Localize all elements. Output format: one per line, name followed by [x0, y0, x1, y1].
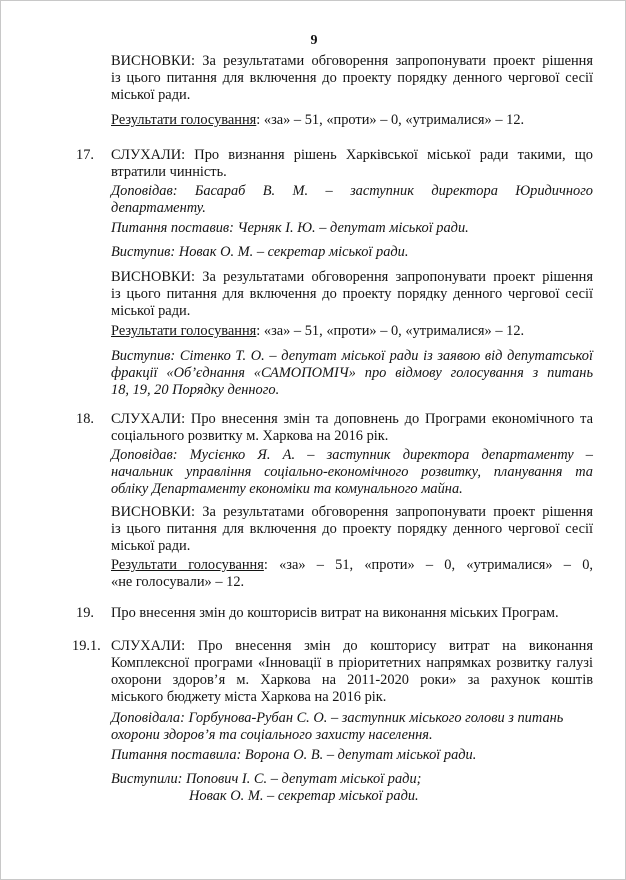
text-line: міського бюджету міста Харкова на 2016 рік.	[111, 689, 387, 705]
voting-result: : «за» – 51, «проти» – 0, «утрималися» – 12.	[256, 323, 525, 339]
text-line: із цього питання для включення до проекту порядку денного чергової сесії	[111, 286, 593, 302]
text-line: Доповідав: Басараб В. М. – заступник директора Юридичного	[111, 183, 593, 199]
text-line: Новак О. М. – секретар міської ради.	[189, 788, 419, 804]
item191-speaker	[111, 710, 593, 744]
item17-speaker	[111, 183, 593, 217]
text-line: міської ради.	[111, 303, 191, 319]
voting-label: Результати голосування	[111, 323, 257, 339]
text-line: Доповідала: Горбунова-Рубан С. О. – заступник міського голови з питань	[111, 710, 564, 726]
item19-title: Про внесення змін до кошторисів витрат на виконання міських Програм.	[111, 605, 559, 621]
text-line: міської ради.	[111, 538, 191, 554]
text-line: Доповідав: Мусієнко Я. А. – заступник директора департаменту –	[111, 447, 593, 463]
text-line: начальник управління соціально-економічного розвитку, планування та	[111, 464, 593, 480]
page-number: 9	[310, 33, 318, 48]
voting-result: : «за» – 51, «проти» – 0, «утрималися» – 12.	[256, 112, 525, 128]
text-line: 18, 19, 20 Порядку денного.	[111, 382, 280, 398]
text-line: Комплексної програми «Інновації в пріоритетних напрямках розвитку галузі	[111, 655, 593, 671]
item191-heard	[111, 638, 593, 706]
text-line: ВИСНОВКИ: За результатами обговорення запропонувати проект рішення	[111, 504, 593, 520]
item-number: 17.	[76, 147, 94, 163]
text-line: ВИСНОВКИ: За результатами обговорення запропонувати проект рішення	[111, 269, 593, 285]
item18-voting	[111, 557, 593, 591]
text-line: охорони здоров’я м. Харкова на 2011-2020 роки» за рахунок коштів	[111, 672, 593, 688]
item191-asked: Питання поставила: Ворона О. В. – депутат міської ради.	[111, 747, 477, 763]
text-line: департаменту.	[111, 200, 206, 216]
text-line: із цього питання для включення до проекту порядку денного чергової сесії	[111, 521, 593, 537]
item17-heard	[111, 147, 593, 181]
top-voting	[111, 112, 593, 129]
voting-label: Результати голосування	[111, 557, 264, 573]
item17-spoke: Виступив: Новак О. М. – секретар міської ради.	[111, 244, 409, 260]
item18-conclusion	[111, 504, 593, 555]
text-line: Виступили: Попович І. С. – депутат міської ради;	[111, 771, 422, 787]
text-line: міської ради.	[111, 87, 191, 103]
text-line: ВИСНОВКИ: За результатами обговорення запропонувати проект рішення	[111, 53, 593, 69]
voting-result-continued: «не голосували» – 12.	[111, 574, 245, 590]
text-line: втратили чинність.	[111, 164, 227, 180]
text-line: СЛУХАЛИ: Про внесення змін та доповнень до Програми економічного та	[111, 411, 593, 427]
item-number: 18.	[76, 411, 94, 427]
item17-conclusion	[111, 269, 593, 320]
item-number: 19.	[76, 605, 94, 621]
item-number: 19.1.	[72, 638, 101, 654]
voting-result: : «за» – 51, «проти» – 0, «утрималися» – 0,	[263, 557, 594, 573]
top-conclusion	[111, 53, 593, 104]
text-line: фракції «Об’єднання «САМОПОМІЧ» про відмову голосування з питань	[111, 365, 593, 381]
item17-spoke2	[111, 348, 593, 399]
text-line: соціального розвитку м. Харкова на 2016 рік.	[111, 428, 389, 444]
text-line: обліку Департаменту економіки та комунального майна.	[111, 481, 463, 497]
voting-line	[111, 557, 593, 574]
text-line: СЛУХАЛИ: Про внесення змін до кошторису витрат на виконання	[111, 638, 593, 654]
text-line: СЛУХАЛИ: Про визнання рішень Харківської міської ради такими, що	[111, 147, 593, 163]
voting-label: Результати голосування	[111, 112, 257, 128]
item18-speaker	[111, 447, 593, 498]
item17-asked: Питання поставив: Черняк І. Ю. – депутат міської ради.	[111, 220, 469, 236]
item17-voting	[111, 323, 593, 340]
item18-heard	[111, 411, 593, 445]
item191-spoke	[111, 771, 593, 805]
text-line: охорони здоров’я та соціального захисту населення.	[111, 727, 433, 743]
text-line: Виступив: Сітенко Т. О. – депутат міської ради із заявою від депутатської	[111, 348, 593, 364]
text-line: із цього питання для включення до проекту порядку денного чергової сесії	[111, 70, 593, 86]
